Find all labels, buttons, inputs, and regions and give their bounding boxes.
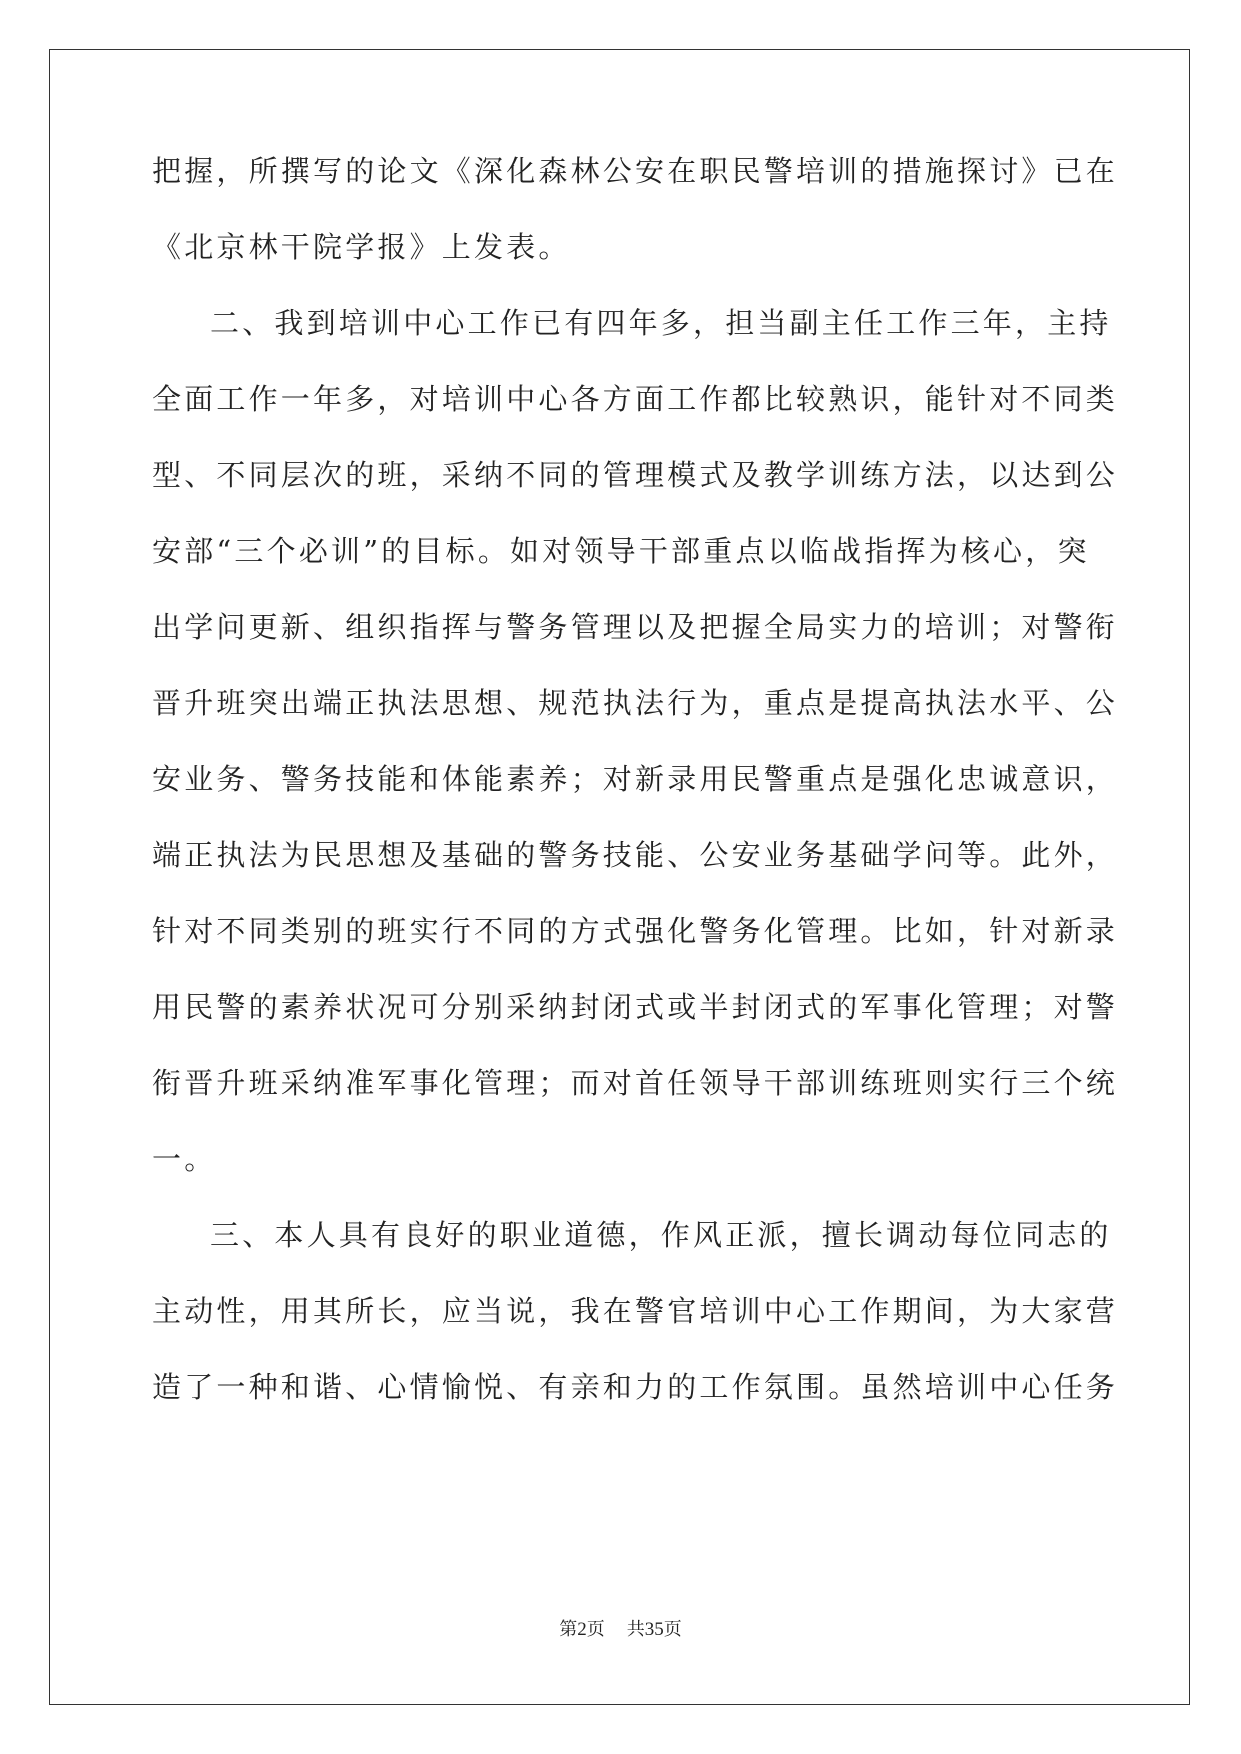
text-line: 三、本人具有良好的职业道德，作风正派，擅长调动每位同志的 [210, 1218, 1112, 1252]
page-footer [0, 1616, 1241, 1644]
page-current: 2 [577, 1619, 587, 1640]
page-unit: 页 [586, 1619, 605, 1640]
text-line: 针对不同类别的班实行不同的方式强化警务化管理。比如，针对新录 [152, 914, 1119, 948]
text-line: 端正执法为民思想及基础的警务技能、公安业务基础学问等。此外， [152, 838, 1119, 872]
text-line: 安业务、警务技能和体能素养；对新录用民警重点是强化忠诚意识， [152, 762, 1119, 796]
text-line: 造了一种和谐、心情愉悦、有亲和力的工作氛围。虽然培训中心任务 [152, 1370, 1119, 1404]
text-line: 型、不同层次的班，采纳不同的管理模式及教学训练方法，以达到公 [152, 458, 1119, 492]
text-line: 《北京林干院学报》上发表。 [152, 230, 571, 264]
text-line: 安部“三个必训”的目标。如对领导干部重点以临战指挥为核心，突 [152, 534, 1090, 568]
text-line: 晋升班突出端正执法思想、规范执法行为，重点是提高执法水平、公 [152, 686, 1119, 720]
text-line: 主动性，用其所长，应当说，我在警官培训中心工作期间，为大家营 [152, 1294, 1119, 1328]
total-unit: 页 [663, 1619, 682, 1640]
page-prefix: 第 [559, 1619, 578, 1640]
text-line: 把握，所撰写的论文《深化森林公安在职民警培训的措施探讨》已在 [152, 154, 1119, 188]
text-line: 衔晋升班采纳准军事化管理；而对首任领导干部训练班则实行三个统 [152, 1066, 1119, 1100]
page-border [49, 49, 1190, 1705]
total-prefix: 共 [626, 1619, 645, 1640]
text-line: 二、我到培训中心工作已有四年多，担当副主任工作三年，主持 [210, 306, 1112, 340]
text-line: 全面工作一年多，对培训中心各方面工作都比较熟识，能针对不同类 [152, 382, 1119, 416]
text-line: 用民警的素养状况可分别采纳封闭式或半封闭式的军事化管理；对警 [152, 990, 1119, 1024]
text-line: 一。 [152, 1142, 217, 1176]
text-line: 出学问更新、组织指挥与警务管理以及把握全局实力的培训；对警衔 [152, 610, 1119, 644]
page-total: 35 [644, 1619, 664, 1640]
